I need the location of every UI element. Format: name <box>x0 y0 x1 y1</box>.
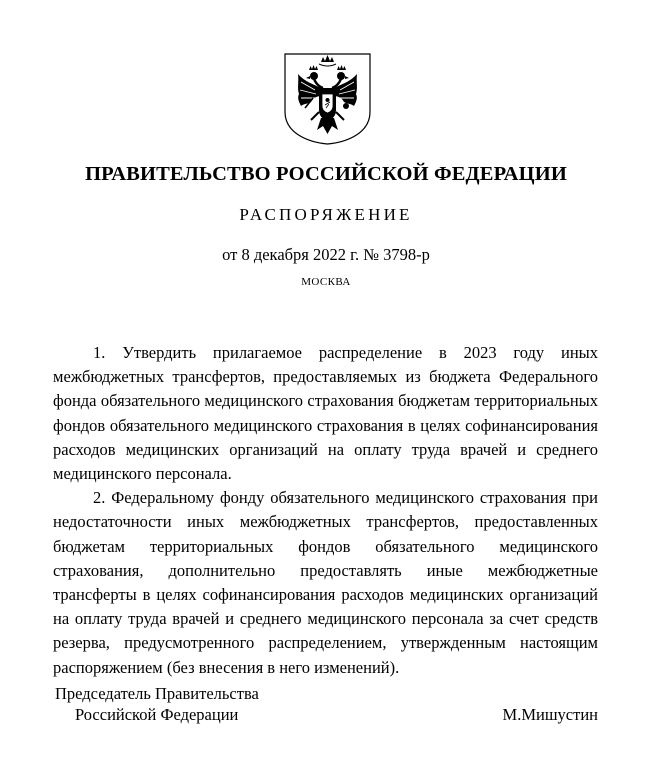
document-city: МОСКВА <box>301 276 351 288</box>
paragraph-2: 2. Федеральному фонду обязательного медицинского страхования при недостаточности иных межбюджетных трансфертов, предоставленных бюджетам территориальных фондов обязательного медицинского страхования, дополнительно предоставлять иные межбюджетные трансферты в целях софинансирования расходов медицинских организаций на оплату труда врачей и среднего медицинского персонала за счет средств резерва, предусмотренного распределением, утвержденным настоящим распоряжением (без внесения в него изменений). <box>53 488 598 677</box>
document-date-number: от 8 декабря 2022 г. № 3798-р <box>222 245 430 264</box>
paragraph-1: 1. Утвердить прилагаемое распределение в 2023 году иных межбюджетных трансфертов, предоставляемых из бюджета Федерального фонда обязательного медицинского страхования бюджетам территориальных фондов обязательного медицинского страхования в целях софинансирования расходов медицинских организаций на оплату труда врачей и среднего медицинского персонала. <box>53 343 598 484</box>
signatory-position <box>55 683 259 725</box>
coat-of-arms-icon <box>283 52 372 146</box>
signatory-position-line-2: Российской Федерации <box>75 705 239 724</box>
signatory-position-line-1: Председатель Правительства <box>55 684 259 703</box>
document-body <box>53 341 598 680</box>
government-title: ПРАВИТЕЛЬСТВО РОССИЙСКОЙ ФЕДЕРАЦИИ <box>85 163 567 185</box>
document-type: РАСПОРЯЖЕНИЕ <box>239 205 413 224</box>
signatory-name: М.Мишустин <box>502 705 598 724</box>
